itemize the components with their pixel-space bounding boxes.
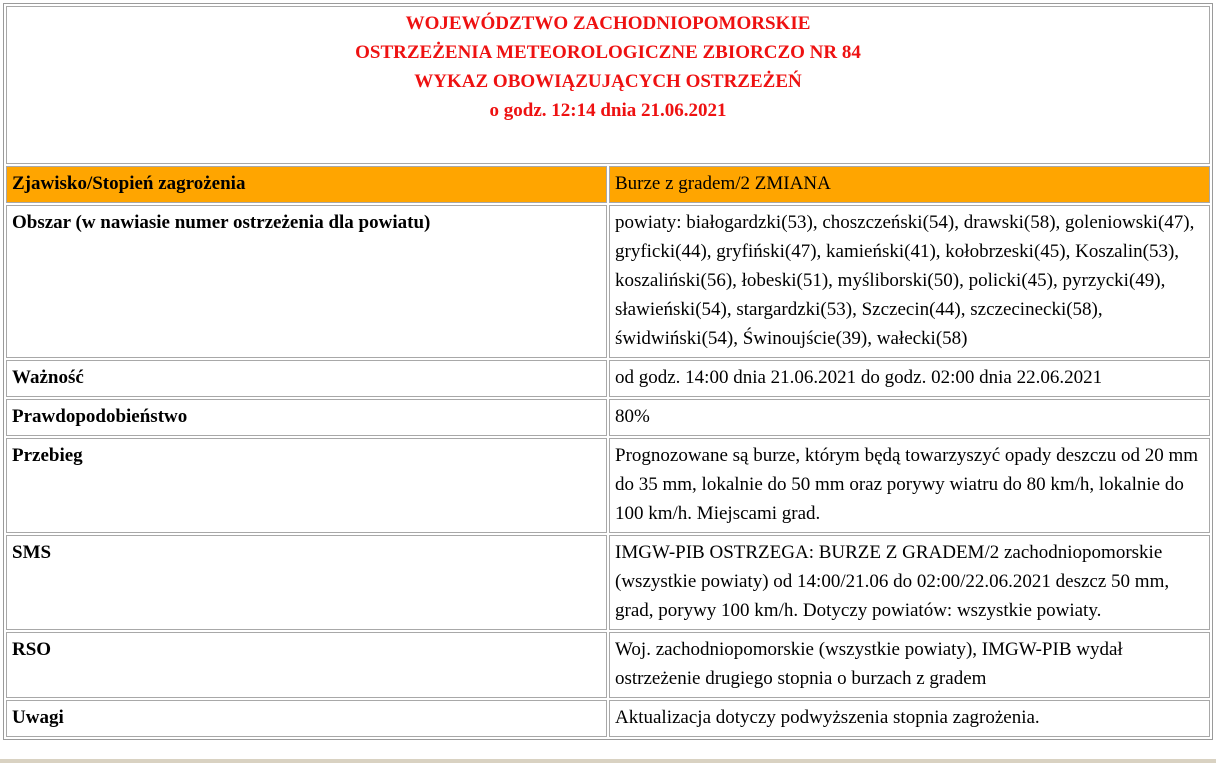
label-area: Obszar (w nawiasie numer ostrzeżenia dla powiatu) — [6, 205, 607, 358]
row-notes — [6, 700, 1210, 737]
value-probability: 80% — [609, 399, 1210, 436]
title-list: WYKAZ OBOWIĄZUJĄCYCH OSTRZEŻEŃ — [414, 71, 802, 92]
row-course — [6, 438, 1210, 533]
label-sms: SMS — [6, 535, 607, 630]
row-rso — [6, 632, 1210, 698]
bottom-edge-strip — [0, 759, 1216, 763]
value-notes: Aktualizacja dotyczy podwyższenia stopnia zagrożenia. — [609, 700, 1210, 737]
row-probability — [6, 399, 1210, 436]
document-title — [6, 6, 1210, 164]
label-rso: RSO — [6, 632, 607, 698]
value-course: Prognozowane są burze, którym będą towarzyszyć opady deszczu od 20 mm do 35 mm, lokalnie do 50 mm oraz porywy wiatru do 80 km/h, lokalnie do 100 km/h. Miejscami grad. — [609, 438, 1210, 533]
row-sms — [6, 535, 1210, 630]
title-bulletin: OSTRZEŻENIA METEOROLOGICZNE ZBIORCZO NR 84 — [355, 42, 861, 63]
label-notes: Uwagi — [6, 700, 607, 737]
title-timestamp: o godz. 12:14 dnia 21.06.2021 — [489, 100, 727, 121]
value-validity: od godz. 14:00 dnia 21.06.2021 do godz. 02:00 dnia 22.06.2021 — [609, 360, 1210, 397]
value-rso: Woj. zachodniopomorskie (wszystkie powiaty), IMGW-PIB wydał ostrzeżenie drugiego stopnia o burzach z gradem — [609, 632, 1210, 698]
label-probability: Prawdopodobieństwo — [6, 399, 607, 436]
value-sms: IMGW-PIB OSTRZEGA: BURZE Z GRADEM/2 zachodniopomorskie (wszystkie powiaty) od 14:00/21.06 do 02:00/22.06.2021 deszcz 50 mm, grad, porywy 100 km/h. Dotyczy powiatów: wszystkie powiaty. — [609, 535, 1210, 630]
label-course: Przebieg — [6, 438, 607, 533]
row-phenomenon — [6, 166, 1210, 203]
row-validity — [6, 360, 1210, 397]
title-region: WOJEWÓDZTWO ZACHODNIOPOMORSKIE — [405, 13, 811, 34]
title-row — [6, 6, 1210, 164]
value-area: powiaty: białogardzki(53), choszczeński(54), drawski(58), goleniowski(47), gryficki(44), gryfiński(47), kamieński(41), kołobrzeski(45), Koszalin(53), koszaliński(56), łobeski(51), myśliborski(50), policki(45), pyrzycki(49), sławieński(54), stargardzki(53), Szczecin(44), szczecinecki(58), świdwiński(54), Świnoujście(39), wałecki(58) — [609, 205, 1210, 358]
label-phenomenon: Zjawisko/Stopień zagrożenia — [6, 166, 607, 203]
value-phenomenon: Burze z gradem/2 ZMIANA — [609, 166, 1210, 203]
label-validity: Ważność — [6, 360, 607, 397]
row-area — [6, 205, 1210, 358]
warning-table — [3, 3, 1213, 740]
